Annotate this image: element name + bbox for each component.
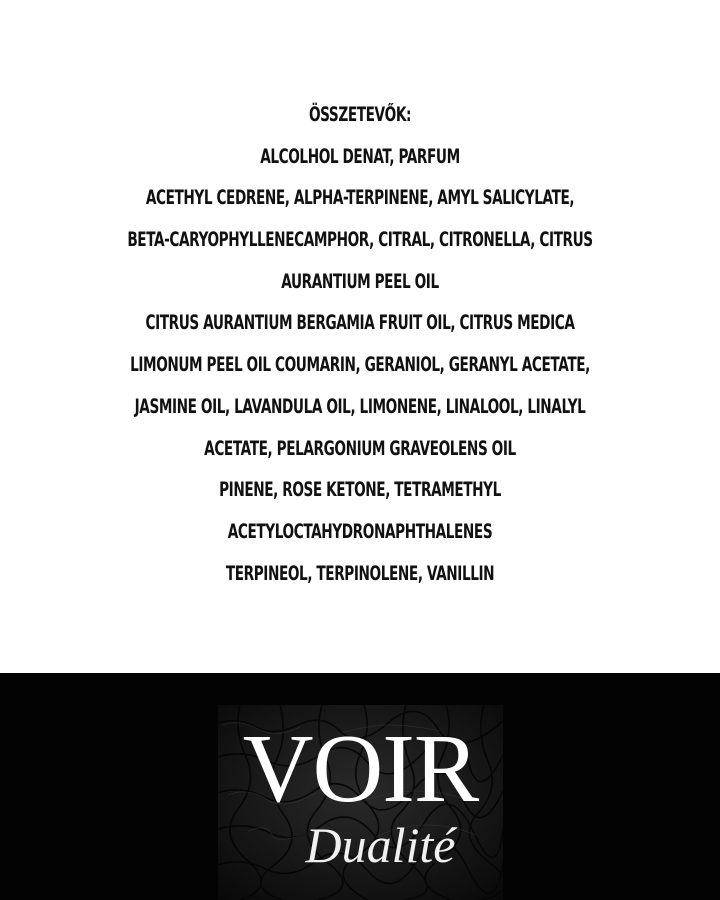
ingredient-line: TERPINEOL, TERPINOLENE, VANILLIN bbox=[225, 561, 495, 585]
ingredient-line: PINENE, ROSE KETONE, TETRAMETHYL bbox=[219, 478, 501, 502]
brand-subtitle: Dualité bbox=[305, 817, 456, 873]
ingredient-line: ACETHYL CEDRENE, ALPHA-TERPINENE, AMYL SALICYLATE, bbox=[145, 186, 575, 210]
brand-footer bbox=[0, 673, 720, 900]
ingredients-heading: ÖSSZETEVŐK: bbox=[308, 103, 412, 126]
ingredient-line: AURANTIUM PEEL OIL bbox=[281, 269, 439, 293]
ingredient-line: JASMINE OIL, LAVANDULA OIL, LIMONENE, LINALOOL, LINALYL bbox=[134, 394, 586, 418]
ingredient-line: ACETATE, PELARGONIUM GRAVEOLENS OIL bbox=[204, 436, 516, 460]
ingredient-line: CITRUS AURANTIUM BERGAMIA FRUIT OIL, CITRUS MEDICA bbox=[145, 311, 575, 335]
brand-name: VOIR bbox=[242, 715, 479, 823]
ingredients-list bbox=[0, 94, 720, 594]
brand-logo bbox=[218, 705, 503, 900]
ingredient-line: LIMONUM PEEL OIL COUMARIN, GERANIOL, GERANYL ACETATE, bbox=[130, 353, 590, 377]
ingredient-line: ACETYLOCTAHYDRONAPHTHALENES bbox=[227, 519, 493, 543]
ingredient-line: BETA-CARYOPHYLLENECAMPHOR, CITRAL, CITRONELLA, CITRUS bbox=[127, 228, 593, 252]
ingredient-line: ALCOLHOL DENAT, PARFUM bbox=[260, 144, 460, 168]
